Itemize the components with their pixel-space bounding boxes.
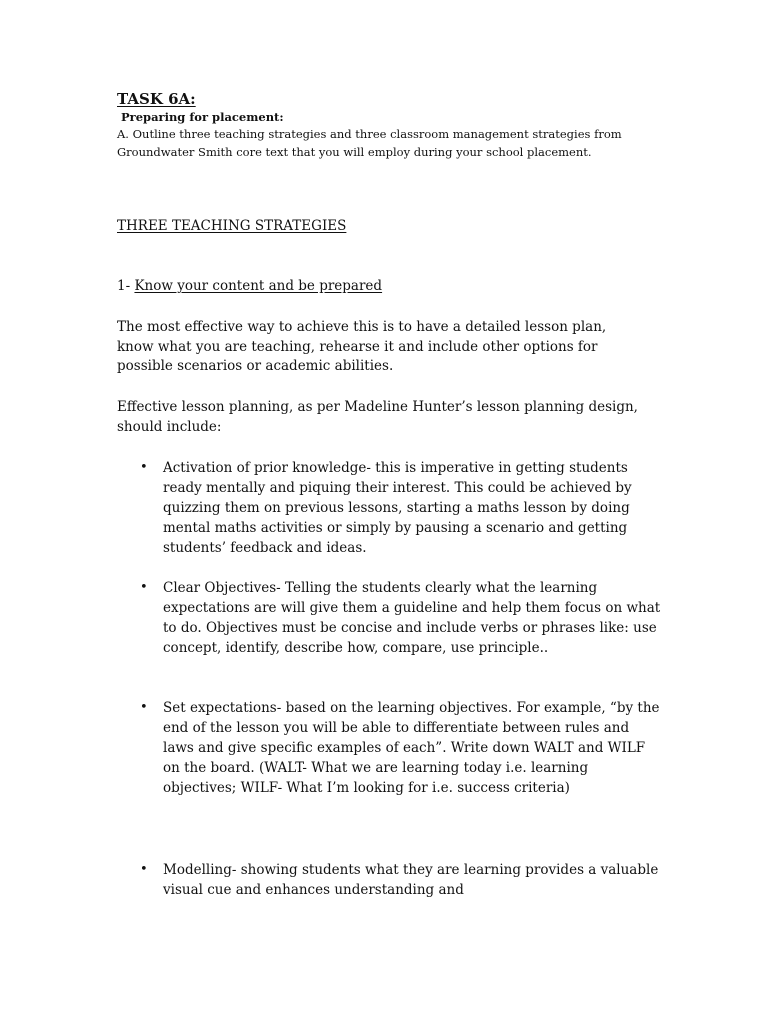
strategy-number: 1- <box>117 278 131 294</box>
task-title: TASK 6A: <box>117 90 196 108</box>
list-item-text: Clear Objectives- Telling the students clearly what the learning expectations are will give them a guideline and help them focus on what to do. Objectives must be concise and include verbs or phrases like: use concept, identify, describe how, compare, use principle.. <box>163 580 661 656</box>
bullet-icon: • <box>140 700 148 715</box>
preparing-heading: Preparing for placement: <box>121 110 284 124</box>
list-item-text: Set expectations- based on the learning objectives. For example, “by the end of the lesson you will be able to differentiate between rules and laws and give specific examples of each”. Write down WALT and WILF on the board. (WALT- What we are learning today i.e. learning objectives; WILF- What I’m looking for i.e. success criteria) <box>163 700 660 796</box>
strategy-title: Know your content and be prepared <box>134 278 383 294</box>
task-instructions: A. Outline three teaching strategies and three classroom management strategies from Groundwater Smith core text that you will employ during your school placement. <box>117 127 622 159</box>
strategy-heading <box>117 278 382 294</box>
body-paragraph: The most effective way to achieve this is to have a detailed lesson plan, know what you are teaching, rehearse it and include other options for possible scenarios or academic abilities. <box>117 319 607 375</box>
list-item-text: Modelling- showing students what they are learning provides a valuable visual cue and enhances understanding and <box>163 862 659 898</box>
list-item-text: Activation of prior knowledge- this is imperative in getting students ready mentally and piquing their interest. This could be achieved by quizzing them on previous lessons, starting a maths lesson by doing mental maths activities or simply by pausing a scenario and getting students’ feedback and ideas. <box>163 460 632 556</box>
section-heading: THREE TEACHING STRATEGIES <box>117 218 347 234</box>
bullet-icon: • <box>140 460 148 475</box>
body-paragraph: Effective lesson planning, as per Madeline Hunter’s lesson planning design, should include: <box>117 399 638 435</box>
bullet-icon: • <box>140 862 148 877</box>
bullet-icon: • <box>140 580 148 595</box>
